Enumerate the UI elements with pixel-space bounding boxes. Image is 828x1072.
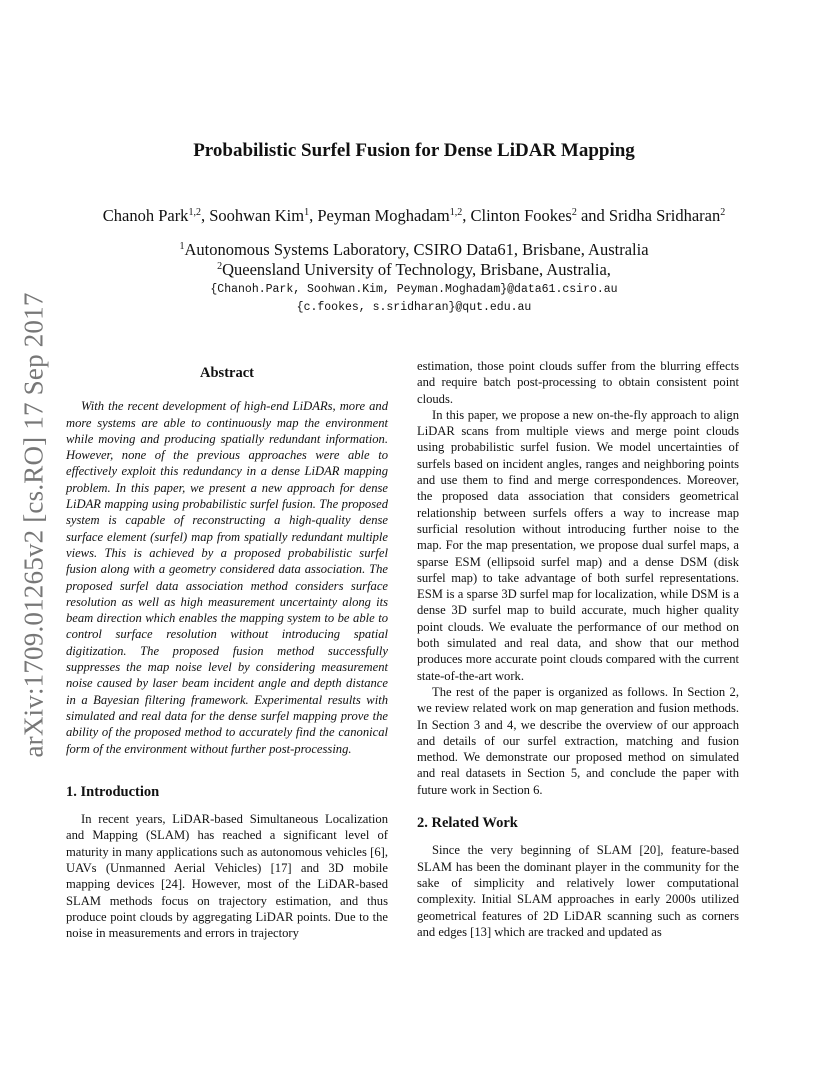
body-paragraph: In this paper, we propose a new on-the-fly approach to align LiDAR scans from multiple views and merge point clouds using probabilistic surfel fusion. We model uncertainties of surfels based on incident angles, ranges and neighboring points and use them to find and merge correspondences. Moreover, the proposed data association that considers geometrical relationship between surfels offers a way to increase map surficial resolution without introducing further noise to the map. For the map presentation, we propose dual surfel maps, a sparse ESM (ellipsoid surfel map) and a dense DSM (disk surfel map) to take advantage of both surfel representations. ESM is a sparse 3D surfel map for localization, while DSM is a dense 3D surfel map to build accurate, much higher quality point clouds. We evaluate the performance of our method on both simulated and real data, and show that our method produces more accurate point clouds compared with the current state-of-the-art work.	[417, 407, 739, 683]
left-column	[66, 365, 388, 942]
abstract-heading: Abstract	[200, 365, 254, 381]
email-line-1: {Chanoh.Park, Soohwan.Kim, Peyman.Moghadam}@data61.csiro.au	[210, 283, 618, 296]
abstract-text: With the recent development of high-end LiDARs, more and more systems are able to continuously map the environment while moving and producing spatially redundant information. However, none of the previous approaches were able to effectively exploit this redundancy in a dense LiDAR mapping problem. In this paper, we present a new approach for dense LiDAR mapping using probabilistic surfel fusion. The proposed system is capable of reconstructing a high-quality dense surface element (surfel) map from spatially redundant multiple views. This is achieved by a proposed probabilistic surfel fusion along with a geometry considered data association. The proposed surfel data association method considers surface resolution as well as high measurement uncertainty along its beam direction which enables the mapping system to be able to control surface resolution without introducing spatial digitization. The proposed fusion method successfully suppresses the map noise level by considering measurement noise caused by laser beam incident angle and depth distance in a Bayesian filtering framework. Experimental results with simulated and real data for the dense surfel mapping prove the ability of the proposed method to accurately find the canonical form of the environment without further post-processing.	[66, 399, 388, 756]
introduction-text: In recent years, LiDAR-based Simultaneous Localization and Mapping (SLAM) has reached a significant level of maturity in many applications such as autonomous vehicles [6], UAVs (Unmanned Aerial Vehicles) [17] and 3D mobile mapping devices [24]. However, most of the LiDAR-based SLAM methods focus on trajectory estimation, and thus produce point clouds by aggregating LiDAR points. Due to the noise in measurements and errors in trajectory	[66, 812, 388, 941]
author: Clinton Fookes$^2$ and	[470, 206, 609, 225]
paper-title: Probabilistic Surfel Fusion for Dense LiDAR Mapping	[193, 140, 635, 161]
body-paragraph: estimation, those point clouds suffer from the blurring effects and require batch post-processing to obtain consistent point clouds.	[417, 359, 739, 406]
author: Sridha Sridharan$^2$	[608, 206, 726, 225]
author: Chanoh Park$^{1,2}$,	[102, 206, 210, 225]
author: Peyman Moghadam$^{1,2}$,	[317, 206, 471, 225]
affiliation-2: $^2$Queensland University of Technology, Brisbane, Australia,	[217, 260, 611, 279]
affiliation-1: $^1$Autonomous Systems Laboratory, CSIRO Data61, Brisbane, Australia	[179, 240, 649, 259]
author: Soohwan Kim$^1$,	[209, 206, 318, 225]
related-work-heading: 2. Related Work	[417, 815, 518, 832]
email-line-2: {c.fookes, s.sridharan}@qut.edu.au	[296, 301, 532, 314]
arxiv-sidebar	[14, 285, 54, 765]
author-list	[0, 206, 828, 226]
introduction-heading: 1. Introduction	[66, 783, 160, 800]
arxiv-identifier: arXiv:1709.01265v2 [cs.RO] 17 Sep 2017	[18, 292, 49, 758]
right-column	[417, 358, 739, 940]
body-paragraph: The rest of the paper is organized as follows. In Section 2, we review related work on map generation and fusion methods. In Section 3 and 4, we describe the overview of our approach and details of our surfel extraction, matching and fusion method. We demonstrate our proposed method on simulated and real datasets in Section 5, and conclude the paper with future work in Section 6.	[417, 684, 739, 797]
related-work-text: Since the very beginning of SLAM [20], feature-based SLAM has been the dominant player in the community for the sake of simplicity and relatively lower computational complexity. Initial SLAM approaches in early 2000s utilized geometrical features of 2D LiDAR scanning such as corners and edges [13] which are tracked and updated as	[417, 843, 739, 939]
